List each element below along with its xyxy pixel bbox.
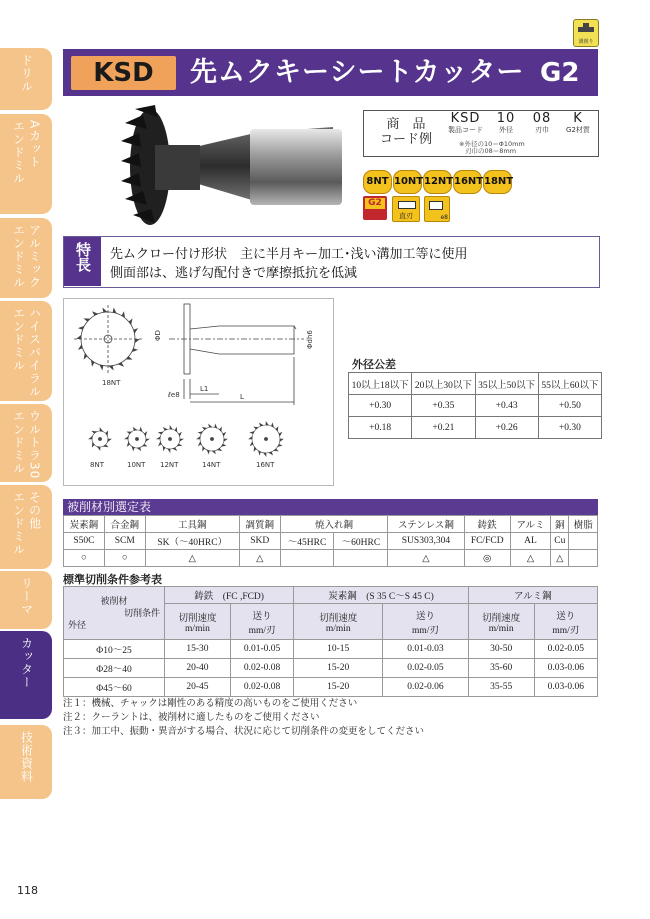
cutting-table-corner <box>64 587 165 640</box>
material-header: 樹脂 <box>569 516 598 533</box>
condition-cell: 30-50 <box>468 640 534 659</box>
sidebar-tab-label: 技術資料 <box>19 731 34 783</box>
corner-label-bottom: 外径 <box>68 620 87 630</box>
drawing-label-12nt: 12NT <box>160 461 179 469</box>
code-part-0 <box>448 112 483 134</box>
sidebar-tab-5[interactable] <box>0 485 52 569</box>
material-grade: 〜60HRC <box>334 533 388 550</box>
condition-cell: 0.03-0.06 <box>534 659 597 678</box>
shank-tolerance-icon: e8 <box>424 196 450 222</box>
feed-label: 送り <box>556 611 576 622</box>
sidebar-tab-0[interactable] <box>0 48 52 110</box>
material-header: 焼入れ鋼 <box>280 516 388 533</box>
condition-cell: 20-45 <box>165 678 231 697</box>
sidebar-tab-8[interactable] <box>0 725 52 799</box>
feed-header <box>230 604 293 640</box>
cutting-conditions-table <box>63 586 598 697</box>
sidebar-tab-3[interactable] <box>0 301 52 401</box>
material-header: ステンレス鋼 <box>388 516 464 533</box>
table-row <box>64 640 598 659</box>
feature-line-1: 先ムクロー付け形状 主に半月キー加工･浅い溝加工等に使用 <box>110 247 468 262</box>
code-part-1 <box>493 112 519 134</box>
tolerance-upper: +0.35 <box>412 395 475 417</box>
material-group-header: 炭素鋼 (S 35 C〜S 45 C) <box>294 587 468 604</box>
tolerance-header: 35以上50以下 <box>475 373 538 395</box>
sidebar-tab-1[interactable] <box>0 114 52 214</box>
sidebar-tab-2[interactable] <box>0 218 52 298</box>
feed-unit: mm/刃 <box>248 625 276 636</box>
page-title: 先ムクキーシートカッター <box>190 57 525 88</box>
speed-header <box>468 604 534 640</box>
diameter-cell: Φ45〜60 <box>64 678 165 697</box>
feed-unit: mm/刃 <box>412 625 439 636</box>
sidebar-tab-4[interactable] <box>0 404 52 482</box>
material-suitability <box>569 550 598 567</box>
material-suitability: ◎ <box>464 550 510 567</box>
code-example-note-1: ※外径の10＝Φ10mm <box>459 140 525 148</box>
condition-cell: 0.02-0.08 <box>230 678 293 697</box>
condition-cell: 35-55 <box>468 678 534 697</box>
code-part-caption: 刃巾 <box>535 126 549 134</box>
material-header: 鋳鉄 <box>464 516 510 533</box>
speed-label: 切削速度 <box>482 613 521 624</box>
sidebar-tab-label: エンドミル <box>11 120 26 185</box>
material-header: 合金鋼 <box>104 516 145 533</box>
sidebar-tab-label: リーマ <box>19 577 34 616</box>
material-header: 炭素鋼 <box>64 516 105 533</box>
code-example-note-2: 刃巾の08＝8mm <box>465 147 517 155</box>
material-grade: SUS303,304 <box>388 533 464 550</box>
sidebar-tab-label: エンドミル <box>11 224 26 289</box>
material-suitability: △ <box>510 550 550 567</box>
diameter-cell: Φ10〜25 <box>64 640 165 659</box>
material-grade: 〜45HRC <box>280 533 334 550</box>
code-part-3 <box>565 112 591 134</box>
material-grade: AL <box>510 533 550 550</box>
speed-label: 切削速度 <box>178 613 217 624</box>
code-example-box <box>363 110 599 157</box>
feed-header <box>534 604 597 640</box>
condition-cell: 0.02-0.05 <box>534 640 597 659</box>
flute-chip: 18NT <box>483 170 512 194</box>
drawing-label-l: L <box>240 393 244 401</box>
condition-cell: 20-40 <box>165 659 231 678</box>
tolerance-lower: +0.26 <box>475 417 538 439</box>
material-table <box>63 515 598 567</box>
speed-header <box>294 604 383 640</box>
sidebar-tab-label: ハイスパイラル <box>27 307 42 398</box>
code-part-caption: 外径 <box>499 126 513 134</box>
material-header: アルミ <box>510 516 550 533</box>
sidebar-tab-label: エンドミル <box>11 307 26 372</box>
technical-drawing <box>63 298 334 486</box>
flute-chip: 16NT <box>453 170 482 194</box>
table-row <box>64 678 598 697</box>
flute-chip: 8NT <box>363 170 392 194</box>
material-suitability: ○ <box>64 550 105 567</box>
condition-cell: 0.01-0.05 <box>230 640 293 659</box>
feed-unit: mm/刃 <box>552 625 580 636</box>
drawing-label-e8: ℓe8 <box>168 391 180 399</box>
flute-chip: 10NT <box>393 170 422 194</box>
material-header: 工具鋼 <box>145 516 239 533</box>
drawing-label-dh6: Φdh6 <box>306 330 314 349</box>
tolerance-header: 55以上60以下 <box>538 373 601 395</box>
material-suitability <box>334 550 388 567</box>
material-grade: FC/FCD <box>464 533 510 550</box>
speed-unit: m/min <box>325 623 351 634</box>
code-part-value: KSD <box>450 111 481 126</box>
code-part-value: 08 <box>532 111 552 126</box>
material-suitability: △ <box>388 550 464 567</box>
speed-unit: m/min <box>185 623 210 634</box>
material-grade: S50C <box>64 533 105 550</box>
table-row <box>64 659 598 678</box>
corner-label-mid: 切削条件 <box>123 608 160 618</box>
condition-cell: 0.01-0.03 <box>383 640 469 659</box>
tolerance-header: 10以上18以下 <box>349 373 412 395</box>
drawing-label-l1: L1 <box>200 385 209 393</box>
tolerance-lower: +0.30 <box>538 417 601 439</box>
material-table-title: 被削材別選定表 <box>63 499 598 515</box>
speed-label: 切削速度 <box>319 613 358 624</box>
condition-cell: 15-20 <box>294 678 383 697</box>
sidebar-tab-6[interactable] <box>0 571 52 629</box>
tolerance-title: 外径公差 <box>352 358 396 371</box>
product-code-badge: KSD <box>71 56 176 90</box>
note-2: 注２：クーラントは、被削材に適したものをご使用ください <box>63 713 320 723</box>
groove-cutting-icon <box>573 19 599 47</box>
diameter-cell: Φ28〜40 <box>64 659 165 678</box>
tolerance-upper: +0.43 <box>475 395 538 417</box>
product-photo <box>95 105 355 230</box>
feed-label: 送り <box>252 611 272 622</box>
sidebar-tab-7[interactable] <box>0 631 52 719</box>
material-suitability: △ <box>551 550 569 567</box>
sidebar-tab-label: エンドミル <box>11 410 26 475</box>
code-part-caption: 製品コード <box>448 126 483 134</box>
code-example-label-1: 商 品 <box>386 117 426 132</box>
drawing-label-10nt: 10NT <box>127 461 146 469</box>
condition-cell: 0.02-0.08 <box>230 659 293 678</box>
sidebar-tab-label: アルミック <box>27 224 42 289</box>
corner-badge-label: 溝削り <box>578 39 594 45</box>
sidebar-tab-label: エンドミル <box>11 491 26 556</box>
sidebar-tab-label: ドリル <box>19 54 34 93</box>
material-grade: SK（〜40HRC） <box>145 533 239 550</box>
material-group-header: アルミ鋼 <box>468 587 597 604</box>
material-group-header: 鋳鉄 (FC ,FCD) <box>165 587 294 604</box>
code-part-caption: G2材質 <box>566 126 590 134</box>
corner-label-top: 被削材 <box>100 596 128 606</box>
sidebar-tab-label: Aカット <box>27 120 42 169</box>
drawing-label-8nt: 8NT <box>90 461 104 469</box>
straight-tooth-icon: 直刃 <box>392 196 420 222</box>
features-label: 特長 <box>64 237 101 286</box>
page-number: 118 <box>17 884 38 897</box>
condition-cell: 15-20 <box>294 659 383 678</box>
feed-header <box>383 604 469 640</box>
material-suitability: △ <box>239 550 280 567</box>
drawing-label-d: ΦD <box>154 330 162 341</box>
condition-cell: 0.03-0.06 <box>534 678 597 697</box>
feature-line-2: 側面部は、逃げ勾配付きで摩擦抵抗を低減 <box>110 266 358 281</box>
note-3: 注３：加工中、振動・異音がする場合、状況に応じて切削条件の変更をしてください <box>63 727 425 737</box>
cutting-table-title: 標準切削条件参考表 <box>63 573 162 586</box>
speed-unit: m/min <box>488 623 514 634</box>
condition-cell: 15-30 <box>165 640 231 659</box>
code-example-label-2: コード例 <box>379 132 432 147</box>
material-grade <box>569 533 598 550</box>
tolerance-upper: +0.30 <box>349 395 412 417</box>
condition-cell: 35-60 <box>468 659 534 678</box>
code-part-value: K <box>573 111 583 126</box>
drawing-label-18nt: 18NT <box>102 379 121 387</box>
material-grade: SKD <box>239 533 280 550</box>
tolerance-upper: +0.50 <box>538 395 601 417</box>
condition-cell: 0.02-0.06 <box>383 678 469 697</box>
condition-cell: 10-15 <box>294 640 383 659</box>
tolerance-header: 20以上30以下 <box>412 373 475 395</box>
material-grade: SCM <box>104 533 145 550</box>
material-suitability: △ <box>145 550 239 567</box>
material-header: 銅 <box>551 516 569 533</box>
tolerance-lower: +0.18 <box>349 417 412 439</box>
tolerance-lower: +0.21 <box>412 417 475 439</box>
material-header: 調質鋼 <box>239 516 280 533</box>
drawing-label-16nt: 16NT <box>256 461 275 469</box>
flute-chip: 12NT <box>423 170 452 194</box>
sidebar-tab-label: ウルトラ30 <box>27 410 42 480</box>
sidebar-tab-label: カッター <box>19 637 34 689</box>
material-grade: Cu <box>551 533 569 550</box>
code-part-2 <box>529 112 555 134</box>
code-part-value: 10 <box>496 111 516 126</box>
grade-label: G2 <box>540 58 580 88</box>
material-suitability: ○ <box>104 550 145 567</box>
speed-header <box>165 604 231 640</box>
drawing-label-14nt: 14NT <box>202 461 221 469</box>
feed-label: 送り <box>415 611 435 622</box>
tolerance-table <box>348 372 602 439</box>
grade-g2-icon: G2 <box>363 196 387 220</box>
sidebar-tab-label: その他 <box>27 491 42 530</box>
material-suitability <box>280 550 334 567</box>
condition-cell: 0.02-0.05 <box>383 659 469 678</box>
note-1: 注１：機械、チャックは剛性のある精度の高いものをご使用ください <box>63 699 358 709</box>
